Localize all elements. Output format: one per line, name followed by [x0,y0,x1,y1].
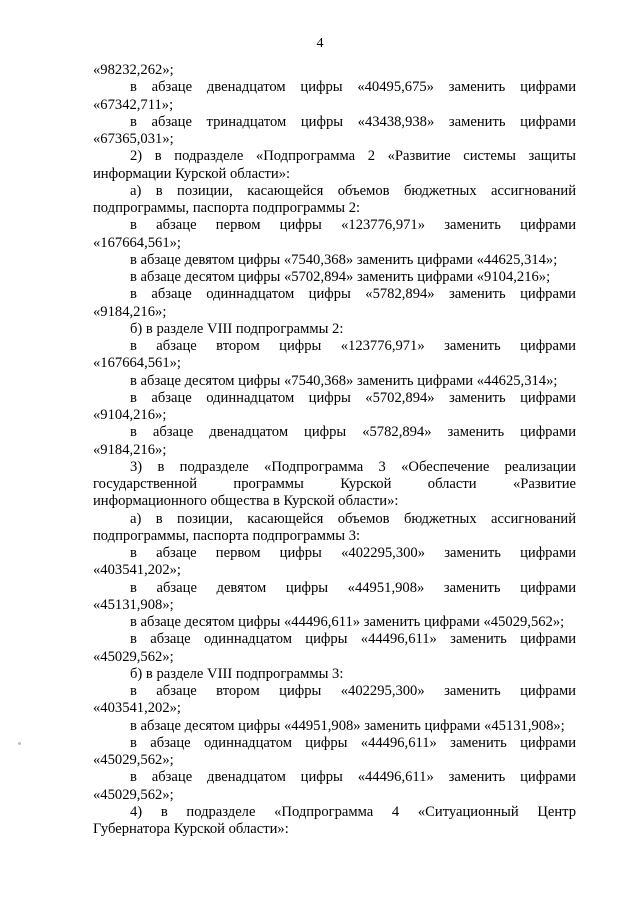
text-line: в абзаце тринадцатом цифры «43438,938» заменить цифрами [130,113,576,130]
text-line: в абзаце девятом цифры «44951,908» заменить цифрами [130,579,576,596]
text-line: в абзаце одиннадцатом цифры «5782,894» заменить цифрами [130,286,576,303]
text-line: информации Курской области»: [93,165,291,182]
text-line: Губернатора Курской области»: [93,821,289,837]
text-line: 3) в подразделе «Подпрограмма 3 «Обеспечение реализации [130,458,576,475]
text-line: «45131,908»; [93,596,174,613]
text-line: в абзаце двенадцатом цифры «40495,675» заменить цифрами [130,79,576,96]
text-line: в абзаце двенадцатом цифры «5782,894» заменить цифрами [130,424,576,441]
text-line: «45029,562»; [93,752,174,768]
text-line: в абзаце втором цифры «402295,300» заменить цифрами [130,683,576,699]
text-line: «45029,562»; [93,648,174,665]
text-line: информационного общества в Курской области»: [93,493,399,510]
text-line: 2) в подразделе «Подпрограмма 2 «Развитие системы защиты [130,148,576,165]
text-line: в абзаце одиннадцатом цифры «5702,894» заменить цифрами [130,389,576,406]
text-line: «9104,216»; [93,407,167,423]
text-line: «9184,216»; [93,441,167,458]
scan-speck [18,742,21,745]
text-line: в абзаце одиннадцатом цифры «44496,611» заменить цифрами [130,734,576,751]
text-line: «67342,711»; [93,96,174,113]
text-line: в абзаце десятом цифры «44951,908» заменить цифрами «45131,908»; [130,717,565,734]
text-line: «9184,216»; [93,303,167,320]
text-line: в абзаце втором цифры «123776,971» заменить цифрами [130,338,576,354]
text-line: государственной программы Курской области «Развитие [93,476,576,492]
text-line: 4) в подразделе «Подпрограмма 4 «Ситуационный Центр [130,803,576,820]
text-line: в абзаце десятом цифры «44496,611» заменить цифрами «45029,562»; [130,614,565,630]
text-line: подпрограммы, паспорта подпрограммы 3: [93,527,361,544]
text-line: «98232,262»; [93,62,174,78]
text-line: в абзаце девятом цифры «7540,368» заменить цифрами «44625,314»; [130,251,558,268]
text-line: в абзаце десятом цифры «7540,368» заменить цифрами «44625,314»; [130,372,558,389]
text-line: в абзаце первом цифры «123776,971» заменить цифрами [130,217,576,234]
text-line: в абзаце одиннадцатом цифры «44496,611» заменить цифрами [130,631,576,648]
text-line: «403541,202»; [93,562,181,579]
text-line: «403541,202»; [93,700,181,717]
text-line: «45029,562»; [93,786,174,803]
text-line: подпрограммы, паспорта подпрограммы 2: [93,200,361,216]
document-body [93,62,576,838]
text-line: в абзаце двенадцатом цифры «44496,611» заменить цифрами [130,769,576,786]
page-number: 4 [316,36,324,51]
text-line: в абзаце первом цифры «402295,300» заменить цифрами [130,545,576,561]
text-line: а) в позиции, касающейся объемов бюджетных ассигнований [130,182,576,199]
text-line: «167664,561»; [93,355,181,372]
text-line: б) в разделе VIII подпрограммы 3: [130,665,344,682]
text-line: в абзаце десятом цифры «5702,894» заменить цифрами «9104,216»; [130,269,551,285]
text-line: «67365,031»; [93,131,174,147]
text-line: б) в разделе VIII подпрограммы 2: [130,320,344,337]
text-line: а) в позиции, касающейся объемов бюджетных ассигнований [130,510,576,527]
text-line: «167664,561»; [93,234,181,251]
